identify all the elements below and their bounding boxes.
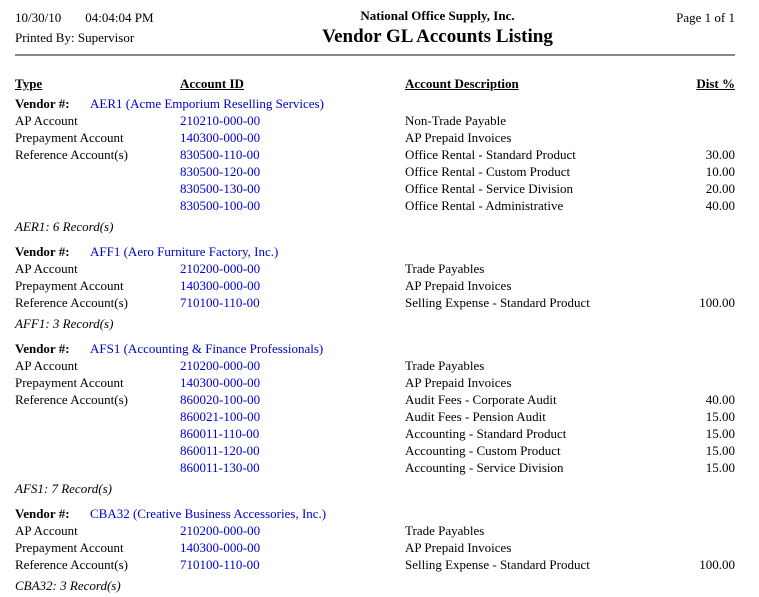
account-description-cell: Trade Payables <box>405 523 485 538</box>
table-row <box>15 408 735 425</box>
table-row <box>15 197 735 214</box>
type-cell: Prepayment Account <box>15 375 124 390</box>
column-header-account-description: Account Description <box>405 76 519 91</box>
account-description-cell: Audit Fees - Pension Audit <box>405 409 546 424</box>
type-cell: AP Account <box>15 113 78 128</box>
type-cell: Reference Account(s) <box>15 392 128 407</box>
account-description-cell: Audit Fees - Corporate Audit <box>405 392 557 407</box>
column-header-account-id: Account ID <box>180 76 244 91</box>
table-row <box>15 442 735 459</box>
account-description-cell: AP Prepaid Invoices <box>405 130 512 145</box>
account-id-link[interactable]: 860011-130-00 <box>180 460 260 475</box>
dist-percent-cell: 100.00 <box>699 295 735 310</box>
account-description-cell: AP Prepaid Invoices <box>405 540 512 555</box>
account-id-link[interactable]: 830500-120-00 <box>180 164 261 179</box>
table-row <box>15 294 735 311</box>
dist-percent-cell <box>655 522 735 539</box>
table-row <box>15 357 735 374</box>
vendor-label: Vendor #: <box>15 244 70 259</box>
type-cell <box>15 197 180 214</box>
account-id-link[interactable]: 710100-110-00 <box>180 295 260 310</box>
header-left <box>15 8 250 48</box>
account-description-cell: Non-Trade Payable <box>405 113 506 128</box>
account-description-cell: Trade Payables <box>405 261 485 276</box>
dist-percent-cell <box>655 374 735 391</box>
account-id-link[interactable]: 710100-110-00 <box>180 557 260 572</box>
table-row <box>15 163 735 180</box>
account-description-cell: AP Prepaid Invoices <box>405 375 512 390</box>
dist-percent-cell: 10.00 <box>705 164 735 179</box>
account-description-cell: Office Rental - Custom Product <box>405 164 571 179</box>
table-row <box>15 391 735 408</box>
type-cell <box>15 163 180 180</box>
vendor-group <box>15 340 735 497</box>
vendor-group <box>15 95 735 235</box>
table-row <box>15 556 735 573</box>
vendor-row <box>15 340 735 357</box>
table-row <box>15 277 735 294</box>
dist-percent-cell <box>655 260 735 277</box>
column-header-dist-pct: Dist % <box>696 76 735 91</box>
account-id-link[interactable]: 860011-120-00 <box>180 443 260 458</box>
table-row <box>15 522 735 539</box>
type-cell: Reference Account(s) <box>15 147 128 162</box>
dist-percent-cell: 40.00 <box>705 392 735 407</box>
table-row <box>15 112 735 129</box>
account-id-link[interactable]: 860021-100-00 <box>180 409 261 424</box>
dist-percent-cell <box>655 112 735 129</box>
account-description-cell: Accounting - Custom Product <box>405 443 561 458</box>
dist-percent-cell: 20.00 <box>705 181 735 196</box>
account-id-link[interactable]: 210210-000-00 <box>180 113 261 128</box>
vendor-link[interactable]: AFS1 (Accounting & Finance Professionals) <box>90 341 324 356</box>
table-row <box>15 180 735 197</box>
report-time: 04:04:04 PM <box>85 10 154 25</box>
report-header <box>15 8 735 48</box>
account-id-link[interactable]: 140300-000-00 <box>180 375 261 390</box>
vendor-link[interactable]: AFF1 (Aero Furniture Factory, Inc.) <box>90 244 279 259</box>
dist-percent-cell <box>655 539 735 556</box>
account-description-cell: Office Rental - Standard Product <box>405 147 576 162</box>
type-cell: AP Account <box>15 358 78 373</box>
type-cell: Reference Account(s) <box>15 557 128 572</box>
account-id-link[interactable]: 210200-000-00 <box>180 261 261 276</box>
type-cell <box>15 180 180 197</box>
vendor-row <box>15 95 735 112</box>
dist-percent-cell <box>655 277 735 294</box>
account-id-link[interactable]: 140300-000-00 <box>180 278 261 293</box>
account-description-cell: AP Prepaid Invoices <box>405 278 512 293</box>
printed-by: Printed By: Supervisor <box>15 30 135 45</box>
account-id-link[interactable]: 210200-000-00 <box>180 358 261 373</box>
account-description-cell: Accounting - Service Division <box>405 460 564 475</box>
account-description-cell: Office Rental - Administrative <box>405 198 564 213</box>
vendor-group <box>15 505 735 594</box>
account-description-cell: Office Rental - Service Division <box>405 181 573 196</box>
vendor-link[interactable]: CBA32 (Creative Business Accessories, Inc.) <box>90 506 327 521</box>
page-indicator: Page 1 of 1 <box>676 10 735 25</box>
type-cell: Prepayment Account <box>15 278 124 293</box>
group-summary: CBA32: 3 Record(s) <box>15 578 121 593</box>
table-row <box>15 260 735 277</box>
dist-percent-cell: 15.00 <box>705 426 735 441</box>
account-description-cell: Selling Expense - Standard Product <box>405 557 590 572</box>
vendor-link[interactable]: AER1 (Acme Emporium Reselling Services) <box>90 96 324 111</box>
column-header-row <box>15 75 735 92</box>
report-date: 10/30/10 <box>15 10 62 25</box>
table-row <box>15 425 735 442</box>
company-name: National Office Supply, Inc. <box>360 8 515 23</box>
table-row <box>15 129 735 146</box>
account-id-link[interactable]: 210200-000-00 <box>180 523 261 538</box>
type-cell: AP Account <box>15 523 78 538</box>
dist-percent-cell: 15.00 <box>705 409 735 424</box>
column-header-type: Type <box>15 76 43 91</box>
type-cell: Reference Account(s) <box>15 295 128 310</box>
vendor-group <box>15 243 735 332</box>
report-title: Vendor GL Accounts Listing <box>322 26 553 47</box>
account-id-link[interactable]: 140300-000-00 <box>180 130 261 145</box>
type-cell: AP Account <box>15 261 78 276</box>
dist-percent-cell: 40.00 <box>705 198 735 213</box>
table-row <box>15 146 735 163</box>
dist-percent-cell: 100.00 <box>699 557 735 572</box>
account-id-link[interactable]: 830500-110-00 <box>180 147 260 162</box>
account-id-link[interactable]: 860011-110-00 <box>180 426 260 441</box>
header-divider <box>15 54 735 56</box>
account-id-link[interactable]: 830500-100-00 <box>180 198 261 213</box>
dist-percent-cell <box>655 129 735 146</box>
dist-percent-cell: 30.00 <box>705 147 735 162</box>
dist-percent-cell: 15.00 <box>705 443 735 458</box>
vendor-label: Vendor #: <box>15 341 70 356</box>
type-cell <box>15 408 180 425</box>
group-summary: AFF1: 3 Record(s) <box>15 316 114 331</box>
vendor-label: Vendor #: <box>15 506 70 521</box>
type-cell: Prepayment Account <box>15 130 124 145</box>
dist-percent-cell: 15.00 <box>705 460 735 475</box>
account-description-cell: Accounting - Standard Product <box>405 426 567 441</box>
type-cell <box>15 425 180 442</box>
table-row <box>15 374 735 391</box>
type-cell <box>15 459 180 476</box>
dist-percent-cell <box>655 357 735 374</box>
account-description-cell: Trade Payables <box>405 358 485 373</box>
vendor-label: Vendor #: <box>15 96 70 111</box>
group-summary: AER1: 6 Record(s) <box>15 219 114 234</box>
vendor-row <box>15 243 735 260</box>
group-summary: AFS1: 7 Record(s) <box>15 481 112 496</box>
account-id-link[interactable]: 830500-130-00 <box>180 181 261 196</box>
header-center <box>250 8 625 48</box>
account-id-link[interactable]: 140300-000-00 <box>180 540 261 555</box>
account-id-link[interactable]: 860020-100-00 <box>180 392 261 407</box>
type-cell: Prepayment Account <box>15 540 124 555</box>
type-cell <box>15 442 180 459</box>
account-description-cell: Selling Expense - Standard Product <box>405 295 590 310</box>
table-row <box>15 459 735 476</box>
table-row <box>15 539 735 556</box>
vendor-row <box>15 505 735 522</box>
